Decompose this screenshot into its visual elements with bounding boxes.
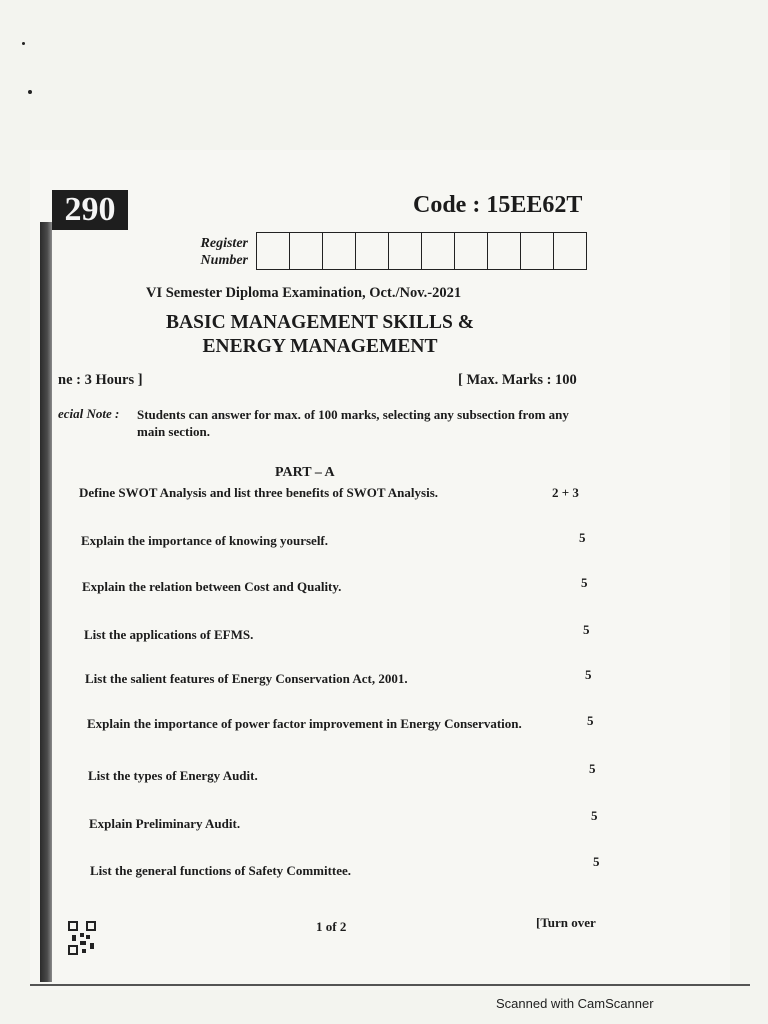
question-1-marks: 2 + 3 <box>552 485 579 500</box>
register-digit-box <box>356 233 389 269</box>
question-5: List the salient features of Energy Conservation Act, 2001. <box>85 671 408 686</box>
question-4: List the applications of EFMS. <box>84 627 254 642</box>
turn-over-label: [Turn over <box>536 915 596 930</box>
question-4-marks: 5 <box>583 622 590 637</box>
register-digit-box <box>389 233 422 269</box>
question-6-marks: 5 <box>587 713 594 728</box>
question-7-marks: 5 <box>589 761 596 776</box>
register-digit-box <box>323 233 356 269</box>
register-digit-box <box>422 233 455 269</box>
paper-number-badge: 290 <box>52 190 128 230</box>
qr-code-icon <box>68 921 96 955</box>
scan-speck <box>28 90 32 94</box>
question-2: Explain the importance of knowing yourself. <box>81 533 329 548</box>
special-note-text: Students can answer for max. of 100 marks, selecting any subsection from any main section. <box>137 407 569 439</box>
scan-edge-shadow <box>40 222 52 982</box>
register-digit-box <box>488 233 521 269</box>
question-7: List the types of Energy Audit. <box>88 768 258 783</box>
question-8: Explain Preliminary Audit. <box>89 816 241 831</box>
part-a-heading: PART – A <box>275 465 335 480</box>
question-3-marks: 5 <box>581 575 588 590</box>
scan-speck <box>22 42 25 45</box>
question-6: Explain the importance of power factor improvement in Energy Conservation. <box>87 716 522 731</box>
question-1: Define SWOT Analysis and list three benefits of SWOT Analysis. <box>79 485 439 500</box>
register-digit-box <box>521 233 554 269</box>
register-digit-box <box>554 233 586 269</box>
question-9: List the general functions of Safety Committee. <box>90 863 352 878</box>
register-digit-box <box>257 233 290 269</box>
special-note-label: ecial Note : <box>58 406 120 421</box>
subject-code: Code : 15EE62T <box>413 192 583 218</box>
max-marks: [ Max. Marks : 100 <box>458 372 577 388</box>
register-digit-box <box>290 233 323 269</box>
question-3: Explain the relation between Cost and Quality. <box>82 579 342 594</box>
camscanner-watermark: Scanned with CamScanner <box>496 996 654 1011</box>
subject-title: BASIC MANAGEMENT SKILLS & ENERGY MANAGEMENT <box>166 312 474 357</box>
question-2-marks: 5 <box>579 530 586 545</box>
exam-title: VI Semester Diploma Examination, Oct./Nov.-2021 <box>146 285 462 301</box>
page-number: 1 of 2 <box>316 919 347 934</box>
register-number-boxes <box>256 232 587 270</box>
register-digit-box <box>455 233 488 269</box>
page-bottom-edge <box>30 984 750 986</box>
question-5-marks: 5 <box>585 667 592 682</box>
register-number-label: Register Number <box>200 236 248 268</box>
question-8-marks: 5 <box>591 808 598 823</box>
question-9-marks: 5 <box>593 854 600 869</box>
exam-duration: ne : 3 Hours ] <box>58 372 143 388</box>
